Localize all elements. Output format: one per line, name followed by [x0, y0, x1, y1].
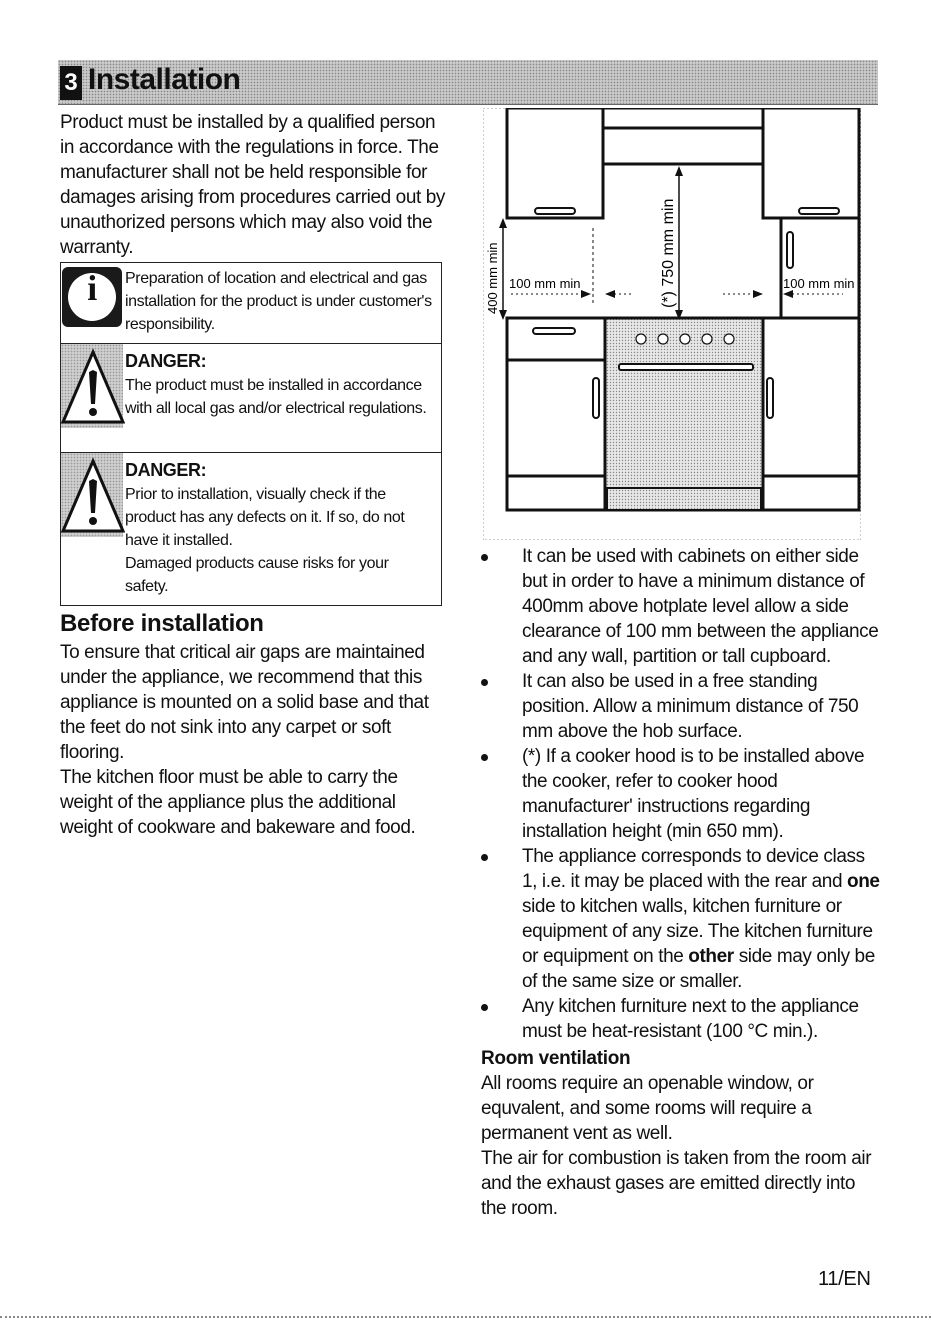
- danger-text-1: The product must be installed in accordance with all local gas and/or electrical regulations.: [125, 377, 427, 417]
- before-installation-para-2: The kitchen floor must be able to carry the weight of the appliance plus the additional weight of cookware and bakeware and food.: [60, 767, 416, 838]
- warning-triangle-icon: [61, 457, 125, 535]
- danger-text: [125, 374, 435, 420]
- room-ventilation-para-2: The air for combustion is taken from the room air and the exhaust gases are emitted directly into the room.: [481, 1148, 872, 1219]
- info-note-text: Preparation of location and electrical and gas installation for the product is under customer's responsibility.: [125, 270, 432, 333]
- before-installation-heading: Before installation: [60, 610, 264, 637]
- warning-area: [61, 453, 123, 537]
- bullet-list: [481, 544, 881, 1044]
- list-item: The appliance corresponds to device class 1, i.e. it may be placed with the rear and one side to kitchen walls, kitchen furniture or equipment of any size. The kitchen furniture or equipment on the other side may only be of the same size or smaller.: [481, 844, 881, 994]
- footer-rule: [0, 1316, 931, 1318]
- danger-note-1: [60, 344, 442, 453]
- danger-text: [125, 483, 435, 598]
- right-column: [481, 544, 881, 1221]
- installation-diagram: [483, 108, 861, 540]
- before-installation-para-1: To ensure that critical air gaps are maintained under the appliance, we recommend that this appliance is mounted on a solid base and that the feet do not sink into any carpet or soft flooring.: [60, 642, 429, 763]
- left-column: [60, 110, 452, 840]
- intro-paragraph: Product must be installed by a qualified person in accordance with the regulations in force. The manufacturer shall not be held responsible for damages arising from procedures carried out by unauthorized persons which may also void the warranty.: [60, 112, 446, 258]
- list-item: Any kitchen furniture next to the appliance must be heat-resistant (100 °C min.).: [481, 994, 881, 1044]
- danger-note-2: [60, 453, 442, 606]
- danger-text-2a: Prior to installation, visually check if the product has any defects on it. If so, do not have it installed.: [125, 486, 405, 549]
- chapter-number: 3: [60, 66, 82, 100]
- page-number: 11/EN: [818, 1268, 871, 1290]
- danger-text-2b: Damaged products cause risks for your safety.: [125, 555, 389, 595]
- danger-title: DANGER:: [125, 460, 207, 480]
- page-title: Installation: [88, 63, 241, 96]
- label-100-mm-right: 100 mm min: [783, 276, 855, 291]
- list-item: It can be used with cabinets on either side but in order to have a minimum distance of 400mm above hotplate level allow a side clearance of 100 mm between the appliance and any wall, partition or tall cupboard.: [481, 544, 881, 669]
- warning-area: [61, 344, 123, 428]
- info-icon: i: [62, 267, 122, 327]
- room-ventilation-para-1: All rooms require an openable window, or equvalent, and some rooms will require a permanent vent as well.: [481, 1073, 814, 1144]
- list-item: It can also be used in a free standing position. Allow a minimum distance of 750 mm above the hob surface.: [481, 669, 881, 744]
- info-note: [60, 262, 442, 344]
- danger-title: DANGER:: [125, 351, 207, 371]
- label-100-mm-left: 100 mm min: [509, 276, 581, 291]
- room-ventilation-heading: Room ventilation: [481, 1048, 631, 1069]
- label-400-mm: 400 mm min: [485, 242, 500, 314]
- list-item: (*) If a cooker hood is to be installed above the cooker, refer to cooker hood manufacturer' instructions regarding installation height (min 650 mm).: [481, 744, 881, 844]
- label-750-mm: (*) 750 mm min: [660, 198, 677, 308]
- warning-triangle-icon: [61, 348, 125, 426]
